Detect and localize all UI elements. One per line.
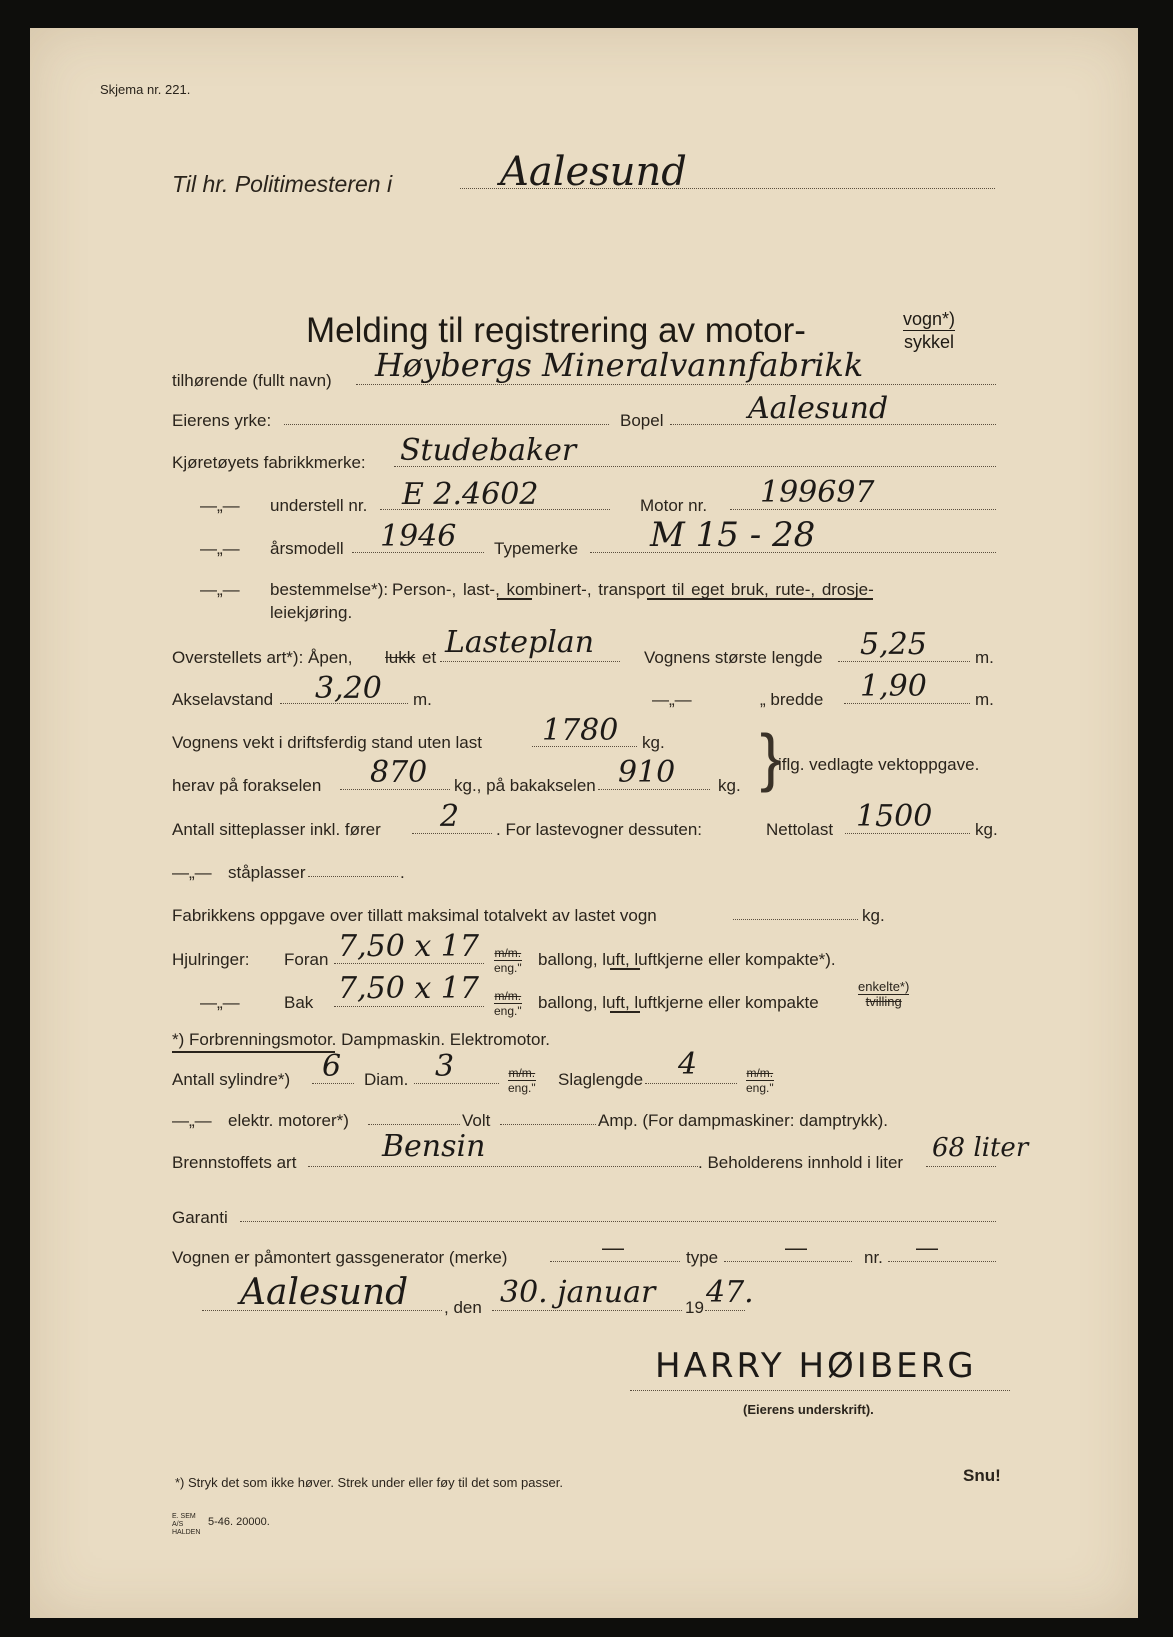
diam-value: 3 [435, 1049, 455, 1084]
type-value: M 15 - 28 [650, 515, 816, 555]
addressee-label: Til hr. Politimesteren i [172, 171, 393, 197]
electric-label: elektr. motorer*) [228, 1111, 349, 1130]
gas-label: Vognen er påmontert gassgenerator (merke) [172, 1248, 508, 1267]
front-tire-unit: m/m. eng." [494, 946, 522, 975]
maxweight-label: Fabrikkens oppgave over tillatt maksimal totalvekt av lastet vogn [172, 906, 657, 925]
year-value: 1946 [380, 519, 457, 554]
fuel-value: Bensin [382, 1129, 486, 1164]
chassis-label: understell nr. [270, 496, 368, 515]
gas-value: — [602, 1235, 624, 1260]
underline-last [497, 598, 532, 600]
purpose-options-continued: leiekjøring. [270, 603, 353, 622]
form-sheet [30, 28, 1138, 1618]
underline-combustion [172, 1051, 335, 1053]
footnote: *) Stryk det som ikke høver. Strek under eller føy til det som passer. [175, 1475, 563, 1490]
weight-note: iflg. vedlagte vektoppgave. [778, 755, 980, 774]
unit-kg: kg. [718, 776, 741, 795]
tire-mount-option: enkelte*) tvilling [858, 979, 910, 1009]
unit-kg: kg. [642, 733, 665, 752]
front-tire-value: 7,50 x 17 [338, 929, 479, 964]
year-label: årsmodell [270, 539, 344, 558]
printer-mark: E. SEM A/S HALDEN [172, 1513, 201, 1536]
residence-value: Aalesund [748, 391, 889, 426]
title-vehicle-option: vogn*) sykkel [903, 309, 956, 352]
standing-dot: . [400, 863, 405, 882]
motor-label: Motor nr. [640, 496, 708, 515]
tank-label: . Beholderens innhold i liter [698, 1153, 904, 1172]
seats-value: 2 [440, 799, 460, 834]
rear-tire-unit: m/m. eng." [494, 989, 522, 1018]
guarantee-label: Garanti [172, 1208, 228, 1227]
weight-value: 1780 [542, 713, 619, 748]
tank-value: 68 liter [932, 1133, 1029, 1163]
length-value: 5,25 [860, 627, 927, 662]
cylinders-value: 6 [322, 1049, 342, 1084]
standing-label: ståplasser [228, 863, 306, 882]
volt-label: Volt [462, 1111, 491, 1130]
gas-type-value: — [785, 1235, 807, 1260]
stroke-label: Slaglengde [558, 1070, 644, 1089]
purpose-label: bestemmelse*): [270, 580, 389, 599]
turn-over-note: Snu! [963, 1466, 1001, 1485]
motor-value: 199697 [760, 475, 875, 510]
signature-label: (Eierens underskrift). [743, 1402, 874, 1417]
length-label: Vognens største lengde [644, 648, 823, 667]
cylinders-label: Antall sylindre*) [172, 1070, 291, 1089]
ditto-mark: —„— [172, 863, 212, 882]
tires-label: Hjulringer: [172, 950, 250, 969]
owner-value: Høybergs Mineralvannfabrikk [375, 346, 864, 384]
body-value: Lasteplan [445, 625, 595, 660]
netload-value: 1500 [856, 799, 933, 834]
underline-luft [610, 968, 640, 970]
addressee-city: Aalesund [500, 149, 687, 195]
year-value: 47. [706, 1275, 754, 1310]
gas-nr-value: — [916, 1235, 938, 1260]
rear-tire-label: Bak [284, 993, 314, 1012]
truck-label: . For lastevogner dessuten: [496, 820, 703, 839]
engine-types: *) Forbrenningsmotor. Dampmaskin. Elektromotor. [172, 1030, 550, 1049]
rear-tire-value: 7,50 x 17 [338, 971, 479, 1006]
print-code: 5-46. 20000. [208, 1516, 270, 1528]
ditto-mark: —„— [652, 690, 692, 709]
unit-m: m. [975, 648, 994, 667]
stroke-value: 4 [678, 1047, 698, 1082]
front-axle-label: herav på forakselen [172, 776, 322, 795]
fuel-label: Brennstoffets art [172, 1153, 297, 1172]
gas-type-label: type [686, 1248, 719, 1267]
owner-signature: HARRY HØIBERG [655, 1346, 977, 1386]
purpose-options: Person-, last-, kombinert-, transport til eget bruk, rute-, drosje- [392, 580, 874, 599]
unit-m: m. [975, 690, 994, 709]
underline-luft [610, 1011, 640, 1013]
body-label: Overstellets art*): Åpen, [172, 648, 353, 667]
stroke-unit: m/m. eng." [746, 1066, 774, 1095]
date-label: , den [444, 1298, 482, 1317]
unit-m: m. [413, 690, 432, 709]
axle-label: Akselavstand [172, 690, 274, 709]
width-value: 1,90 [860, 669, 927, 704]
owner-label: tilhørende (fullt navn) [172, 371, 332, 390]
ditto-mark: —„— [200, 539, 240, 558]
rear-axle-value: 910 [618, 755, 676, 790]
type-label: Typemerke [494, 539, 579, 558]
rear-tire-options: ballong, luft, luftkjerne eller kompakte [538, 993, 819, 1012]
form-number: Skjema nr. 221. [100, 82, 191, 97]
front-axle-value: 870 [370, 755, 428, 790]
unit-kg: kg. [975, 820, 998, 839]
ditto-mark: —„— [172, 1111, 212, 1130]
diam-label: Diam. [364, 1070, 409, 1089]
occupation-label: Eierens yrke: [172, 411, 272, 430]
chassis-value: E 2.4602 [402, 477, 539, 512]
diam-unit: m/m. eng." [508, 1066, 536, 1095]
weight-label: Vognens vekt i driftsferdig stand uten last [172, 733, 482, 752]
unit-kg: kg. [862, 906, 885, 925]
brace: } [760, 721, 782, 793]
front-tire-options: ballong, luft, luftkjerne eller kompakte*). [538, 950, 836, 969]
seats-label: Antall sitteplasser inkl. fører [172, 820, 381, 839]
ditto-mark: —„— [200, 993, 240, 1012]
netload-label: Nettolast [766, 820, 834, 839]
gas-nr-label: nr. [864, 1248, 883, 1267]
front-tire-label: Foran [284, 950, 329, 969]
residence-label: Bopel [620, 411, 664, 430]
width-label: „ bredde [760, 690, 824, 709]
body-struck: lukk [385, 648, 416, 667]
amp-label: Amp. (For dampmaskiner: damptrykk). [598, 1111, 889, 1130]
rear-axle-label: kg., på bakakselen [454, 776, 596, 795]
year-prefix: 19 [685, 1298, 704, 1317]
page-title: Melding til registrering av motor- [306, 311, 806, 350]
date-value: 30. januar [500, 1275, 656, 1310]
ditto-mark: —„— [200, 496, 240, 515]
axle-value: 3,20 [315, 671, 382, 706]
body-suffix: et [422, 648, 437, 667]
make-value: Studebaker [400, 433, 577, 468]
place-value: Aalesund [240, 1272, 409, 1313]
make-label: Kjøretøyets fabrikkmerke: [172, 453, 366, 472]
underline-transport [647, 598, 873, 600]
ditto-mark: —„— [200, 580, 240, 599]
